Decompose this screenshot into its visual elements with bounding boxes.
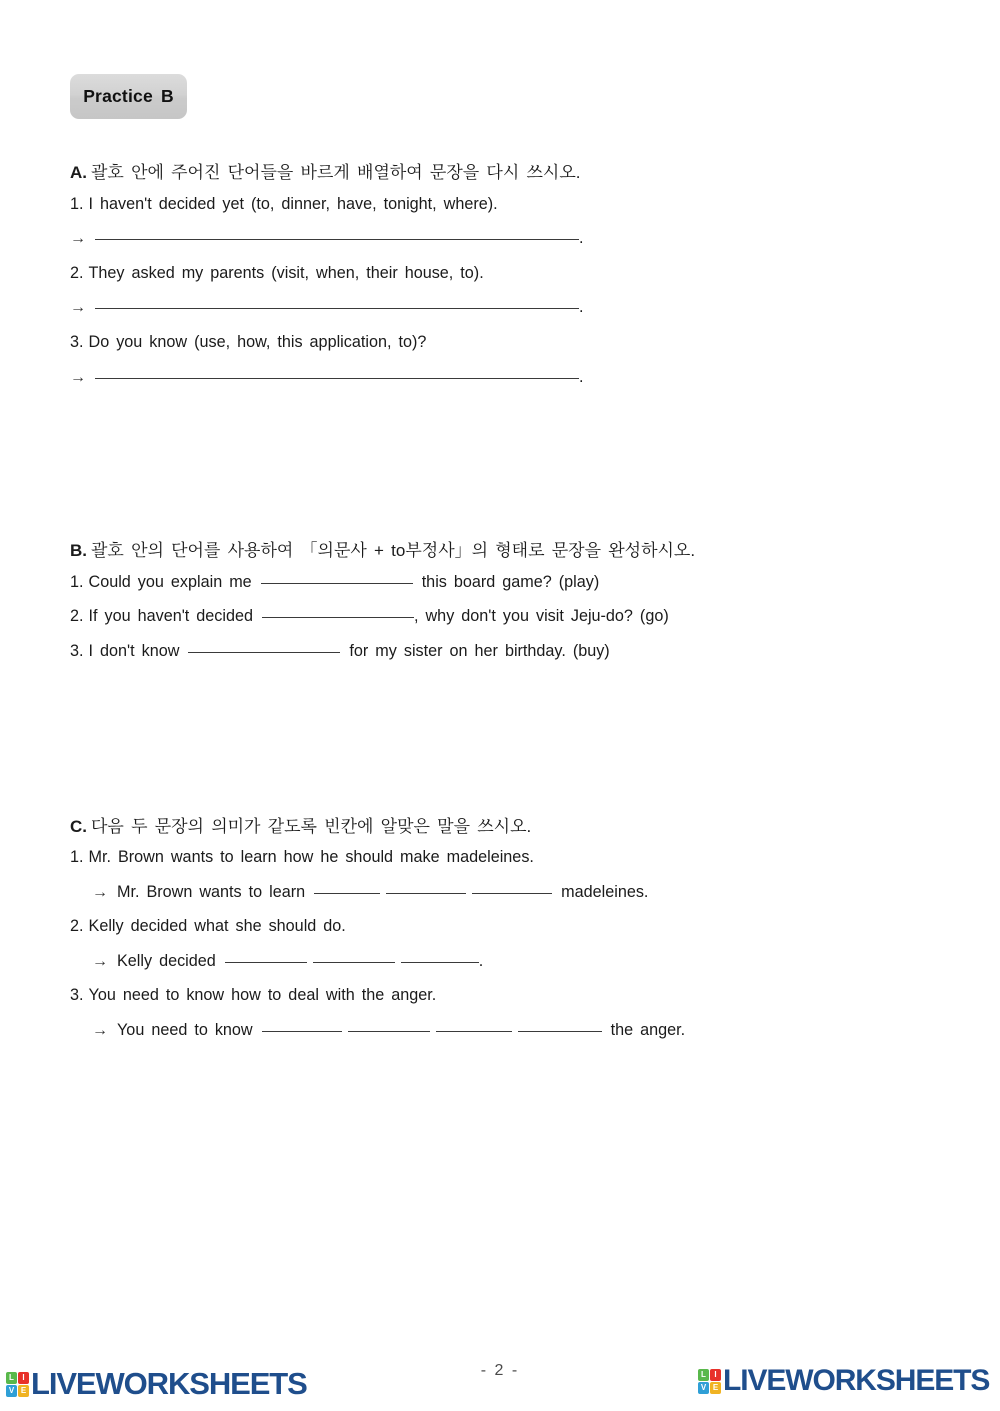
question-text-before: Could you explain me [88,573,252,591]
section-c-heading [70,812,531,837]
answer-period: . [579,229,584,247]
fill-blank[interactable] [225,962,307,963]
section-b-question-1 [70,573,599,592]
answer-blank-line[interactable] [95,378,579,379]
section-c-question-2 [70,917,346,936]
section-a-answer-2[interactable] [70,298,584,317]
answer-text-before: Mr. Brown wants to learn [117,883,306,901]
section-a-mark: A. [70,163,87,182]
fill-blank[interactable] [348,1031,430,1032]
fill-blank[interactable] [261,583,413,584]
answer-text-before: Kelly decided [117,952,216,970]
question-text-after: , why don't you visit Jeju-do? (go) [414,607,669,625]
section-b-mark: B. [70,541,87,560]
question-text-after: this board game? (play) [421,573,600,591]
question-text: Kelly decided what she should do. [88,917,346,935]
arrow-icon: → [92,1022,108,1039]
section-a-heading-text: 괄호 안에 주어진 단어들을 바르게 배열하여 문장을 다시 쓰시오. [91,163,581,182]
question-number: 1. [70,195,84,213]
liveworksheets-wordmark: LIVEWORKSHEETS [31,1366,307,1401]
answer-period: . [579,298,584,316]
liveworksheets-mark-icon [698,1369,721,1394]
question-number: 2. [70,607,84,625]
logo-letter-v: V [698,1382,709,1394]
question-text: I haven't decided yet (to, dinner, have, tonight, where). [88,195,498,213]
section-a-question-2 [70,264,484,283]
logo-letter-e: E [710,1382,721,1394]
section-c-question-1 [70,848,534,867]
section-b-heading [70,536,695,561]
question-text-after: for my sister on her birthday. (buy) [349,642,610,660]
question-number: 2. [70,264,84,282]
answer-text-before: You need to know [117,1021,253,1039]
section-a-heading [70,158,580,183]
question-text: You need to know how to deal with the anger. [88,986,437,1004]
logo-letter-i: I [710,1369,721,1381]
section-a-answer-1[interactable] [70,229,584,248]
arrow-icon: → [70,299,86,316]
liveworksheets-logo-left [6,1366,307,1402]
question-number: 3. [70,986,84,1004]
section-b-heading-text: 괄호 안의 단어를 사용하여 「의문사 + to부정사」의 형태로 문장을 완성하시오. [91,541,696,560]
answer-text-after: . [478,952,484,970]
liveworksheets-logo-right [698,1364,989,1398]
section-c-question-3 [70,986,436,1005]
practice-badge-label: Practice B [83,86,174,106]
section-a-question-1 [70,195,498,214]
arrow-icon: → [70,230,86,247]
question-text-before: If you haven't decided [88,607,253,625]
fill-blank[interactable] [401,962,479,963]
section-a-question-3 [70,333,426,352]
section-c-heading-text: 다음 두 문장의 의미가 같도록 빈칸에 알맞은 말을 쓰시오. [91,817,532,836]
section-c-answer-3[interactable] [92,1021,685,1040]
question-number: 1. [70,573,84,591]
logo-letter-l: L [698,1369,709,1381]
fill-blank[interactable] [188,652,340,653]
fill-blank[interactable] [262,617,414,618]
fill-blank[interactable] [436,1031,512,1032]
answer-blank-line[interactable] [95,239,579,240]
section-c-answer-2[interactable] [92,952,483,971]
question-number: 3. [70,333,84,351]
page-number: - 2 - [480,1362,520,1379]
question-number: 3. [70,642,84,660]
fill-blank[interactable] [262,1031,342,1032]
question-text-before: I don't know [88,642,180,660]
practice-badge [70,74,187,119]
logo-letter-l: L [6,1372,17,1384]
fill-blank[interactable] [386,893,466,894]
question-text: Do you know (use, how, this application, to)? [88,333,427,351]
logo-letter-e: E [18,1385,29,1397]
section-c-answer-1[interactable] [92,883,648,902]
arrow-icon: → [92,884,108,901]
logo-letter-i: I [18,1372,29,1384]
arrow-icon: → [70,369,86,386]
arrow-icon: → [92,953,108,970]
fill-blank[interactable] [518,1031,602,1032]
answer-text-after: madeleines. [561,883,649,901]
question-text: They asked my parents (visit, when, their house, to). [88,264,484,282]
answer-blank-line[interactable] [95,308,579,309]
fill-blank[interactable] [472,893,552,894]
logo-letter-v: V [6,1385,17,1397]
fill-blank[interactable] [314,893,380,894]
section-b-question-3 [70,642,610,661]
answer-text-after: the anger. [610,1021,686,1039]
section-a-answer-3[interactable] [70,368,584,387]
section-c-mark: C. [70,817,87,836]
section-b-question-2 [70,607,669,626]
question-text: Mr. Brown wants to learn how he should make madeleines. [88,848,534,866]
liveworksheets-wordmark: LIVEWORKSHEETS [723,1364,990,1397]
answer-period: . [579,368,584,386]
fill-blank[interactable] [313,962,395,963]
liveworksheets-mark-icon [6,1372,29,1397]
question-number: 2. [70,917,84,935]
question-number: 1. [70,848,84,866]
